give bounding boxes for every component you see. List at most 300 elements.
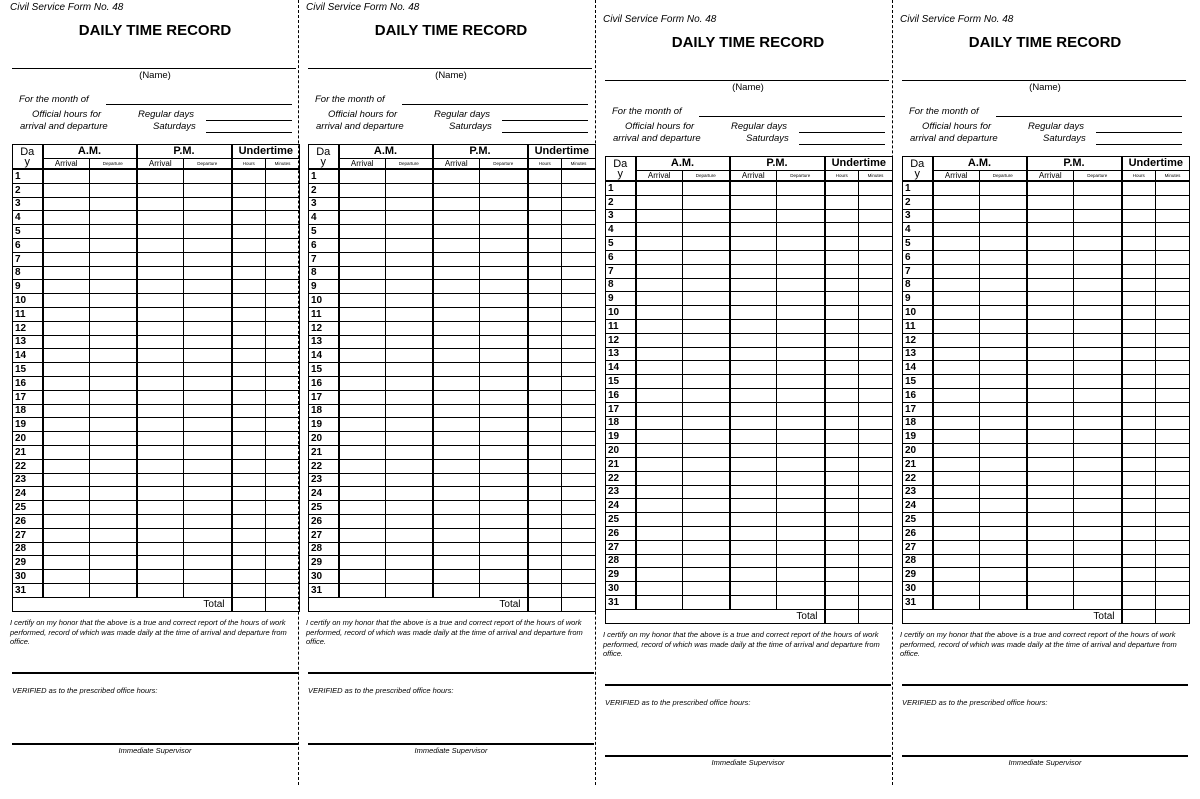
pm-departure-cell[interactable] <box>777 375 825 389</box>
undertime-hours-cell[interactable] <box>232 556 266 570</box>
total-hours-cell[interactable] <box>825 609 859 623</box>
pm-departure-cell[interactable] <box>184 570 232 584</box>
undertime-hours-cell[interactable] <box>528 280 562 294</box>
pm-arrival-cell[interactable] <box>137 225 184 239</box>
pm-departure-cell[interactable] <box>184 445 232 459</box>
undertime-hours-cell[interactable] <box>825 554 859 568</box>
undertime-minutes-cell[interactable] <box>1156 292 1190 306</box>
undertime-minutes-cell[interactable] <box>1156 568 1190 582</box>
am-departure-cell[interactable] <box>386 542 433 556</box>
undertime-hours-cell[interactable] <box>1122 499 1156 513</box>
am-departure-cell[interactable] <box>980 278 1027 292</box>
am-arrival-cell[interactable] <box>636 347 683 361</box>
pm-arrival-cell[interactable] <box>137 183 184 197</box>
am-arrival-cell[interactable] <box>933 333 980 347</box>
undertime-hours-cell[interactable] <box>232 197 266 211</box>
undertime-hours-cell[interactable] <box>232 376 266 390</box>
pm-arrival-cell[interactable] <box>433 197 480 211</box>
am-arrival-cell[interactable] <box>43 459 90 473</box>
pm-departure-cell[interactable] <box>777 457 825 471</box>
total-hours-cell[interactable] <box>528 597 562 611</box>
am-departure-cell[interactable] <box>683 430 730 444</box>
am-departure-cell[interactable] <box>386 404 433 418</box>
pm-departure-cell[interactable] <box>480 583 528 597</box>
am-arrival-cell[interactable] <box>933 223 980 237</box>
am-arrival-cell[interactable] <box>43 487 90 501</box>
undertime-minutes-cell[interactable] <box>562 169 596 183</box>
pm-departure-cell[interactable] <box>480 473 528 487</box>
pm-arrival-cell[interactable] <box>1027 306 1074 320</box>
pm-arrival-cell[interactable] <box>1027 540 1074 554</box>
undertime-minutes-cell[interactable] <box>859 499 893 513</box>
am-arrival-cell[interactable] <box>43 294 90 308</box>
am-departure-cell[interactable] <box>90 225 137 239</box>
undertime-hours-cell[interactable] <box>232 183 266 197</box>
undertime-hours-cell[interactable] <box>232 238 266 252</box>
am-departure-cell[interactable] <box>386 349 433 363</box>
undertime-hours-cell[interactable] <box>232 294 266 308</box>
pm-departure-cell[interactable] <box>1074 306 1122 320</box>
am-departure-cell[interactable] <box>90 376 137 390</box>
undertime-hours-cell[interactable] <box>1122 319 1156 333</box>
am-departure-cell[interactable] <box>90 473 137 487</box>
undertime-minutes-cell[interactable] <box>1156 388 1190 402</box>
am-arrival-cell[interactable] <box>636 237 683 251</box>
am-arrival-cell[interactable] <box>339 307 386 321</box>
undertime-minutes-cell[interactable] <box>859 181 893 195</box>
pm-arrival-cell[interactable] <box>137 473 184 487</box>
undertime-hours-cell[interactable] <box>1122 292 1156 306</box>
am-departure-cell[interactable] <box>980 319 1027 333</box>
pm-arrival-cell[interactable] <box>730 430 777 444</box>
pm-arrival-cell[interactable] <box>730 416 777 430</box>
am-departure-cell[interactable] <box>386 169 433 183</box>
am-departure-cell[interactable] <box>386 197 433 211</box>
undertime-hours-cell[interactable] <box>1122 568 1156 582</box>
undertime-hours-cell[interactable] <box>825 223 859 237</box>
undertime-hours-cell[interactable] <box>528 459 562 473</box>
pm-arrival-cell[interactable] <box>730 223 777 237</box>
am-arrival-cell[interactable] <box>933 513 980 527</box>
undertime-minutes-cell[interactable] <box>266 238 300 252</box>
am-arrival-cell[interactable] <box>636 457 683 471</box>
undertime-hours-cell[interactable] <box>232 211 266 225</box>
pm-departure-cell[interactable] <box>1074 540 1122 554</box>
undertime-minutes-cell[interactable] <box>266 514 300 528</box>
pm-departure-cell[interactable] <box>777 278 825 292</box>
am-departure-cell[interactable] <box>90 432 137 446</box>
undertime-minutes-cell[interactable] <box>859 568 893 582</box>
undertime-minutes-cell[interactable] <box>562 390 596 404</box>
undertime-minutes-cell[interactable] <box>1156 347 1190 361</box>
am-arrival-cell[interactable] <box>933 292 980 306</box>
pm-arrival-cell[interactable] <box>1027 402 1074 416</box>
pm-arrival-cell[interactable] <box>433 252 480 266</box>
undertime-hours-cell[interactable] <box>1122 237 1156 251</box>
undertime-minutes-cell[interactable] <box>1156 181 1190 195</box>
am-departure-cell[interactable] <box>980 430 1027 444</box>
am-departure-cell[interactable] <box>90 404 137 418</box>
am-arrival-cell[interactable] <box>339 432 386 446</box>
am-arrival-cell[interactable] <box>43 501 90 515</box>
undertime-hours-cell[interactable] <box>1122 430 1156 444</box>
am-departure-cell[interactable] <box>980 292 1027 306</box>
undertime-hours-cell[interactable] <box>1122 250 1156 264</box>
am-departure-cell[interactable] <box>980 416 1027 430</box>
undertime-hours-cell[interactable] <box>528 183 562 197</box>
pm-departure-cell[interactable] <box>480 211 528 225</box>
pm-arrival-cell[interactable] <box>433 473 480 487</box>
undertime-minutes-cell[interactable] <box>859 595 893 609</box>
pm-arrival-cell[interactable] <box>433 211 480 225</box>
am-departure-cell[interactable] <box>683 347 730 361</box>
am-arrival-cell[interactable] <box>933 347 980 361</box>
pm-arrival-cell[interactable] <box>137 404 184 418</box>
undertime-hours-cell[interactable] <box>528 349 562 363</box>
undertime-minutes-cell[interactable] <box>1156 402 1190 416</box>
am-arrival-cell[interactable] <box>636 568 683 582</box>
pm-arrival-cell[interactable] <box>433 528 480 542</box>
am-arrival-cell[interactable] <box>933 361 980 375</box>
pm-departure-cell[interactable] <box>480 528 528 542</box>
undertime-minutes-cell[interactable] <box>562 321 596 335</box>
pm-arrival-cell[interactable] <box>730 388 777 402</box>
am-departure-cell[interactable] <box>90 335 137 349</box>
pm-departure-cell[interactable] <box>480 280 528 294</box>
undertime-hours-cell[interactable] <box>1122 582 1156 596</box>
am-arrival-cell[interactable] <box>933 306 980 320</box>
undertime-minutes-cell[interactable] <box>266 266 300 280</box>
undertime-hours-cell[interactable] <box>825 568 859 582</box>
undertime-minutes-cell[interactable] <box>859 444 893 458</box>
am-departure-cell[interactable] <box>683 526 730 540</box>
am-arrival-cell[interactable] <box>43 307 90 321</box>
am-arrival-cell[interactable] <box>43 211 90 225</box>
undertime-minutes-cell[interactable] <box>266 363 300 377</box>
pm-departure-cell[interactable] <box>480 266 528 280</box>
am-arrival-cell[interactable] <box>636 292 683 306</box>
pm-arrival-cell[interactable] <box>730 361 777 375</box>
pm-departure-cell[interactable] <box>1074 250 1122 264</box>
pm-departure-cell[interactable] <box>480 307 528 321</box>
am-arrival-cell[interactable] <box>933 250 980 264</box>
pm-arrival-cell[interactable] <box>137 197 184 211</box>
pm-arrival-cell[interactable] <box>137 321 184 335</box>
undertime-minutes-cell[interactable] <box>1156 471 1190 485</box>
pm-arrival-cell[interactable] <box>730 554 777 568</box>
am-departure-cell[interactable] <box>386 225 433 239</box>
am-arrival-cell[interactable] <box>43 349 90 363</box>
pm-departure-cell[interactable] <box>480 514 528 528</box>
am-arrival-cell[interactable] <box>43 321 90 335</box>
undertime-minutes-cell[interactable] <box>1156 361 1190 375</box>
undertime-minutes-cell[interactable] <box>266 432 300 446</box>
pm-arrival-cell[interactable] <box>433 183 480 197</box>
pm-departure-cell[interactable] <box>184 266 232 280</box>
am-departure-cell[interactable] <box>90 252 137 266</box>
pm-departure-cell[interactable] <box>184 238 232 252</box>
pm-arrival-cell[interactable] <box>137 363 184 377</box>
pm-arrival-cell[interactable] <box>433 307 480 321</box>
pm-departure-cell[interactable] <box>777 582 825 596</box>
am-arrival-cell[interactable] <box>933 181 980 195</box>
undertime-hours-cell[interactable] <box>825 333 859 347</box>
am-arrival-cell[interactable] <box>43 252 90 266</box>
pm-departure-cell[interactable] <box>1074 499 1122 513</box>
undertime-minutes-cell[interactable] <box>859 430 893 444</box>
pm-arrival-cell[interactable] <box>730 347 777 361</box>
undertime-hours-cell[interactable] <box>825 416 859 430</box>
am-arrival-cell[interactable] <box>339 197 386 211</box>
undertime-minutes-cell[interactable] <box>1156 333 1190 347</box>
undertime-hours-cell[interactable] <box>528 404 562 418</box>
am-arrival-cell[interactable] <box>636 209 683 223</box>
pm-arrival-cell[interactable] <box>730 195 777 209</box>
am-departure-cell[interactable] <box>683 237 730 251</box>
am-arrival-cell[interactable] <box>933 388 980 402</box>
pm-arrival-cell[interactable] <box>137 570 184 584</box>
pm-arrival-cell[interactable] <box>1027 347 1074 361</box>
am-departure-cell[interactable] <box>980 223 1027 237</box>
pm-departure-cell[interactable] <box>184 376 232 390</box>
pm-arrival-cell[interactable] <box>433 363 480 377</box>
am-arrival-cell[interactable] <box>933 457 980 471</box>
am-arrival-cell[interactable] <box>339 542 386 556</box>
am-arrival-cell[interactable] <box>43 197 90 211</box>
undertime-hours-cell[interactable] <box>825 499 859 513</box>
undertime-hours-cell[interactable] <box>232 583 266 597</box>
pm-departure-cell[interactable] <box>1074 264 1122 278</box>
am-arrival-cell[interactable] <box>43 335 90 349</box>
pm-arrival-cell[interactable] <box>730 375 777 389</box>
undertime-hours-cell[interactable] <box>528 294 562 308</box>
pm-departure-cell[interactable] <box>184 321 232 335</box>
pm-arrival-cell[interactable] <box>137 445 184 459</box>
pm-departure-cell[interactable] <box>184 307 232 321</box>
am-arrival-cell[interactable] <box>636 582 683 596</box>
am-departure-cell[interactable] <box>980 388 1027 402</box>
pm-arrival-cell[interactable] <box>1027 595 1074 609</box>
pm-departure-cell[interactable] <box>184 514 232 528</box>
pm-arrival-cell[interactable] <box>730 540 777 554</box>
undertime-hours-cell[interactable] <box>1122 347 1156 361</box>
pm-arrival-cell[interactable] <box>730 250 777 264</box>
pm-arrival-cell[interactable] <box>137 501 184 515</box>
undertime-hours-cell[interactable] <box>528 445 562 459</box>
am-arrival-cell[interactable] <box>933 416 980 430</box>
pm-departure-cell[interactable] <box>184 197 232 211</box>
pm-departure-cell[interactable] <box>777 181 825 195</box>
undertime-minutes-cell[interactable] <box>1156 209 1190 223</box>
am-departure-cell[interactable] <box>386 473 433 487</box>
am-departure-cell[interactable] <box>980 181 1027 195</box>
am-departure-cell[interactable] <box>90 556 137 570</box>
undertime-hours-cell[interactable] <box>825 582 859 596</box>
undertime-hours-cell[interactable] <box>1122 554 1156 568</box>
undertime-minutes-cell[interactable] <box>859 416 893 430</box>
undertime-minutes-cell[interactable] <box>859 388 893 402</box>
undertime-hours-cell[interactable] <box>825 209 859 223</box>
am-departure-cell[interactable] <box>90 307 137 321</box>
am-arrival-cell[interactable] <box>636 444 683 458</box>
undertime-hours-cell[interactable] <box>528 556 562 570</box>
pm-arrival-cell[interactable] <box>433 404 480 418</box>
am-arrival-cell[interactable] <box>933 430 980 444</box>
undertime-hours-cell[interactable] <box>1122 278 1156 292</box>
am-departure-cell[interactable] <box>386 487 433 501</box>
pm-departure-cell[interactable] <box>184 294 232 308</box>
undertime-hours-cell[interactable] <box>1122 388 1156 402</box>
undertime-minutes-cell[interactable] <box>562 266 596 280</box>
am-departure-cell[interactable] <box>980 375 1027 389</box>
pm-departure-cell[interactable] <box>1074 388 1122 402</box>
pm-departure-cell[interactable] <box>1074 471 1122 485</box>
am-departure-cell[interactable] <box>386 294 433 308</box>
undertime-minutes-cell[interactable] <box>859 582 893 596</box>
pm-departure-cell[interactable] <box>777 237 825 251</box>
pm-departure-cell[interactable] <box>184 169 232 183</box>
pm-arrival-cell[interactable] <box>433 514 480 528</box>
undertime-minutes-cell[interactable] <box>562 280 596 294</box>
am-arrival-cell[interactable] <box>933 582 980 596</box>
pm-arrival-cell[interactable] <box>137 252 184 266</box>
am-arrival-cell[interactable] <box>636 181 683 195</box>
am-arrival-cell[interactable] <box>339 514 386 528</box>
am-departure-cell[interactable] <box>980 444 1027 458</box>
am-departure-cell[interactable] <box>90 183 137 197</box>
total-minutes-cell[interactable] <box>562 597 596 611</box>
undertime-minutes-cell[interactable] <box>266 487 300 501</box>
pm-arrival-cell[interactable] <box>433 570 480 584</box>
am-arrival-cell[interactable] <box>43 418 90 432</box>
undertime-hours-cell[interactable] <box>825 595 859 609</box>
pm-departure-cell[interactable] <box>184 211 232 225</box>
am-arrival-cell[interactable] <box>43 542 90 556</box>
undertime-hours-cell[interactable] <box>528 238 562 252</box>
pm-arrival-cell[interactable] <box>730 471 777 485</box>
pm-arrival-cell[interactable] <box>433 501 480 515</box>
am-departure-cell[interactable] <box>980 499 1027 513</box>
pm-departure-cell[interactable] <box>777 554 825 568</box>
undertime-minutes-cell[interactable] <box>859 223 893 237</box>
pm-arrival-cell[interactable] <box>433 542 480 556</box>
am-arrival-cell[interactable] <box>933 554 980 568</box>
undertime-hours-cell[interactable] <box>232 307 266 321</box>
undertime-hours-cell[interactable] <box>528 432 562 446</box>
am-arrival-cell[interactable] <box>339 363 386 377</box>
undertime-hours-cell[interactable] <box>232 280 266 294</box>
pm-departure-cell[interactable] <box>1074 292 1122 306</box>
am-departure-cell[interactable] <box>683 333 730 347</box>
pm-arrival-cell[interactable] <box>1027 485 1074 499</box>
am-departure-cell[interactable] <box>386 459 433 473</box>
undertime-minutes-cell[interactable] <box>266 307 300 321</box>
undertime-minutes-cell[interactable] <box>562 307 596 321</box>
pm-arrival-cell[interactable] <box>1027 471 1074 485</box>
pm-departure-cell[interactable] <box>480 556 528 570</box>
pm-arrival-cell[interactable] <box>1027 195 1074 209</box>
am-departure-cell[interactable] <box>980 582 1027 596</box>
undertime-hours-cell[interactable] <box>232 445 266 459</box>
undertime-hours-cell[interactable] <box>232 542 266 556</box>
undertime-hours-cell[interactable] <box>528 211 562 225</box>
pm-arrival-cell[interactable] <box>1027 181 1074 195</box>
pm-arrival-cell[interactable] <box>730 513 777 527</box>
pm-arrival-cell[interactable] <box>1027 388 1074 402</box>
undertime-minutes-cell[interactable] <box>562 528 596 542</box>
am-departure-cell[interactable] <box>980 195 1027 209</box>
undertime-hours-cell[interactable] <box>1122 485 1156 499</box>
pm-arrival-cell[interactable] <box>730 457 777 471</box>
pm-departure-cell[interactable] <box>777 485 825 499</box>
am-departure-cell[interactable] <box>90 487 137 501</box>
am-departure-cell[interactable] <box>980 568 1027 582</box>
pm-arrival-cell[interactable] <box>433 335 480 349</box>
undertime-minutes-cell[interactable] <box>859 361 893 375</box>
undertime-minutes-cell[interactable] <box>562 349 596 363</box>
am-arrival-cell[interactable] <box>933 375 980 389</box>
pm-arrival-cell[interactable] <box>730 333 777 347</box>
undertime-hours-cell[interactable] <box>232 487 266 501</box>
total-minutes-cell[interactable] <box>859 609 893 623</box>
pm-departure-cell[interactable] <box>184 473 232 487</box>
undertime-hours-cell[interactable] <box>1122 416 1156 430</box>
undertime-hours-cell[interactable] <box>528 252 562 266</box>
pm-departure-cell[interactable] <box>1074 333 1122 347</box>
am-departure-cell[interactable] <box>980 333 1027 347</box>
am-departure-cell[interactable] <box>683 485 730 499</box>
pm-departure-cell[interactable] <box>777 209 825 223</box>
pm-departure-cell[interactable] <box>480 321 528 335</box>
pm-departure-cell[interactable] <box>184 501 232 515</box>
pm-arrival-cell[interactable] <box>137 432 184 446</box>
pm-departure-cell[interactable] <box>184 528 232 542</box>
am-arrival-cell[interactable] <box>339 183 386 197</box>
am-departure-cell[interactable] <box>683 209 730 223</box>
undertime-minutes-cell[interactable] <box>1156 526 1190 540</box>
am-arrival-cell[interactable] <box>636 526 683 540</box>
pm-departure-cell[interactable] <box>1074 526 1122 540</box>
undertime-hours-cell[interactable] <box>232 418 266 432</box>
undertime-minutes-cell[interactable] <box>562 225 596 239</box>
undertime-hours-cell[interactable] <box>1122 264 1156 278</box>
am-departure-cell[interactable] <box>90 169 137 183</box>
am-departure-cell[interactable] <box>90 445 137 459</box>
undertime-hours-cell[interactable] <box>528 363 562 377</box>
undertime-hours-cell[interactable] <box>825 375 859 389</box>
undertime-minutes-cell[interactable] <box>1156 540 1190 554</box>
am-departure-cell[interactable] <box>90 349 137 363</box>
am-departure-cell[interactable] <box>683 402 730 416</box>
undertime-hours-cell[interactable] <box>825 485 859 499</box>
undertime-minutes-cell[interactable] <box>859 264 893 278</box>
pm-departure-cell[interactable] <box>1074 278 1122 292</box>
undertime-hours-cell[interactable] <box>528 514 562 528</box>
undertime-minutes-cell[interactable] <box>562 556 596 570</box>
am-departure-cell[interactable] <box>980 540 1027 554</box>
pm-arrival-cell[interactable] <box>433 321 480 335</box>
pm-arrival-cell[interactable] <box>730 319 777 333</box>
am-departure-cell[interactable] <box>386 376 433 390</box>
pm-arrival-cell[interactable] <box>433 294 480 308</box>
pm-arrival-cell[interactable] <box>730 292 777 306</box>
am-departure-cell[interactable] <box>980 595 1027 609</box>
undertime-minutes-cell[interactable] <box>562 445 596 459</box>
undertime-minutes-cell[interactable] <box>859 375 893 389</box>
undertime-minutes-cell[interactable] <box>1156 375 1190 389</box>
undertime-hours-cell[interactable] <box>232 514 266 528</box>
am-departure-cell[interactable] <box>90 459 137 473</box>
